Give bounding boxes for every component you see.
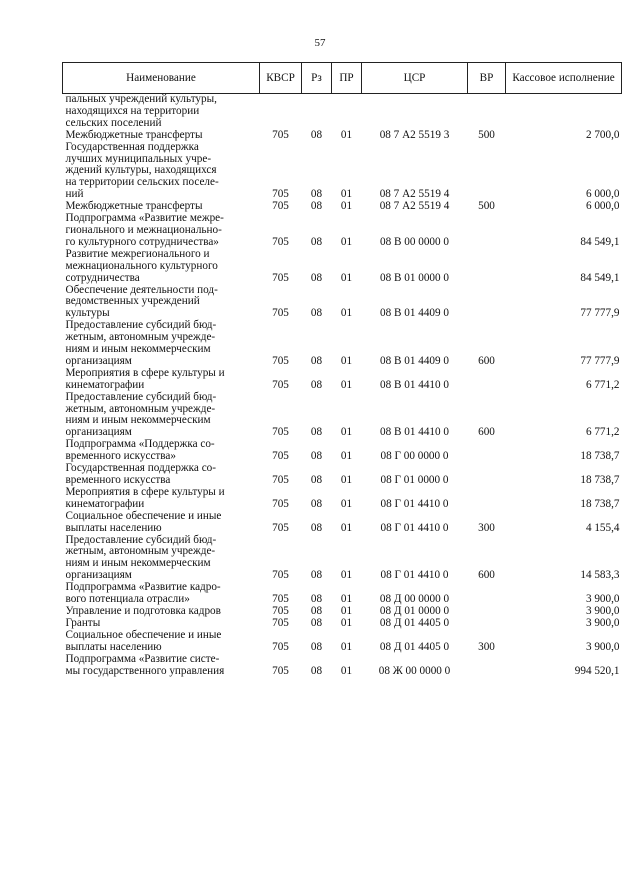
- cell-vr: 600: [478, 426, 495, 439]
- cell-vr: [468, 213, 506, 249]
- cell-sum: 6 771,2: [585, 378, 620, 391]
- cell-pr: 01: [340, 450, 353, 463]
- cell-rz: 08: [310, 235, 323, 248]
- cell-sum: 3 900,0: [585, 604, 620, 617]
- cell-sum: [506, 94, 622, 130]
- cell-rz: 08: [310, 426, 323, 439]
- row-name-text: Государственная поддержка со- временного искусства: [65, 462, 216, 486]
- cell-pr: 01: [340, 426, 353, 439]
- cell-vr: [468, 582, 506, 606]
- cell-name: [63, 368, 260, 392]
- cell-sum: 6 771,2: [585, 426, 620, 439]
- cell-pr: 01: [340, 378, 353, 391]
- cell-pr: 01: [340, 307, 353, 320]
- cell-kvsr: 705: [272, 497, 289, 510]
- row-name-text: Социальное обеспечение и иные выплаты населению: [65, 509, 222, 534]
- cell-pr: 01: [340, 474, 353, 486]
- table-row: [63, 582, 622, 606]
- cell-csr: 08 7 А2 5519 3: [379, 128, 450, 141]
- cell-name: [63, 142, 260, 202]
- table-body: [63, 94, 622, 678]
- cell-pr: 01: [340, 569, 353, 582]
- cell-kvsr: 705: [272, 235, 289, 248]
- cell-rz: 08: [310, 593, 323, 606]
- cell-sum: 18 738,7: [580, 474, 620, 486]
- cell-rz: 08: [310, 640, 323, 653]
- table-row: [63, 392, 622, 440]
- table-row: [63, 511, 622, 535]
- cell-vr: [468, 463, 506, 487]
- cell-csr: 08 Г 01 4410 0: [380, 569, 449, 582]
- cell-csr: 08 Д 00 0000 0: [379, 593, 450, 606]
- row-name-text: Предоставление субсидий бюд- жетным, автономным учрежде- ниям и иным некоммерческим организациям: [65, 533, 217, 582]
- row-name-text: Межбюджетные трансферты: [65, 200, 203, 213]
- table-row: [63, 535, 622, 583]
- cell-pr: 01: [340, 354, 353, 367]
- cell-vr: [468, 142, 506, 202]
- cell-vr: [468, 285, 506, 321]
- cell-pr: 01: [340, 128, 353, 141]
- cell-rz: 08: [310, 450, 323, 463]
- table-row: [63, 439, 622, 463]
- header-name: Наименование: [63, 63, 260, 94]
- cell-csr: 08 В 01 0000 0: [380, 271, 449, 284]
- table-row: [63, 94, 622, 130]
- cell-rz: 08: [310, 188, 323, 201]
- cell-name: [63, 582, 260, 606]
- cell-vr: 600: [478, 354, 495, 367]
- cell-rz: 08: [310, 664, 323, 677]
- cell-name: [63, 511, 260, 535]
- cell-kvsr: 705: [272, 188, 289, 201]
- row-name-text: Подпрограмма «Развитие межре- гионального и межнационально- го культурного сотрудничества»: [65, 212, 224, 248]
- cell-csr: 08 В 00 0000 0: [380, 235, 449, 248]
- cell-name: [63, 654, 260, 678]
- cell-vr: 300: [478, 521, 495, 534]
- cell-sum: 14 583,3: [580, 569, 620, 582]
- cell-kvsr: 705: [272, 664, 289, 677]
- cell-rz: [302, 94, 332, 130]
- cell-pr: 01: [340, 616, 353, 629]
- cell-csr: 08 В 01 4409 0: [380, 354, 449, 367]
- cell-name: [63, 463, 260, 487]
- header-vr: ВР: [468, 63, 506, 94]
- cell-vr: 500: [478, 200, 495, 213]
- cell-rz: 08: [310, 616, 323, 629]
- header-kvsr: КВСР: [260, 63, 302, 94]
- cell-pr: 01: [340, 271, 353, 284]
- cell-kvsr: 705: [272, 521, 289, 534]
- table-row: [63, 213, 622, 249]
- cell-vr: 600: [478, 569, 495, 582]
- cell-sum: 4 155,4: [585, 521, 620, 534]
- cell-rz: 08: [310, 474, 323, 486]
- cell-kvsr: 705: [272, 450, 289, 463]
- cell-rz: 08: [310, 307, 323, 320]
- cell-kvsr: 705: [272, 128, 289, 141]
- cell-rz: 08: [310, 378, 323, 391]
- cell-csr: 08 Г 01 4410 0: [380, 521, 449, 534]
- cell-sum: 994 520,1: [574, 664, 620, 677]
- cell-sum: 18 738,7: [580, 497, 620, 510]
- cell-csr: 08 Д 01 4405 0: [379, 616, 450, 629]
- cell-pr: 01: [340, 664, 353, 677]
- header-rz: Рз: [302, 63, 332, 94]
- cell-pr: 01: [340, 593, 353, 606]
- row-name-text: Подпрограмма «Развитие систе- мы государственного управления: [65, 652, 225, 677]
- cell-pr: 01: [340, 235, 353, 248]
- row-name-text: Гранты: [65, 616, 101, 629]
- cell-csr: 08 Д 01 0000 0: [379, 604, 450, 617]
- table-row: [63, 142, 622, 202]
- cell-kvsr: 705: [272, 569, 289, 582]
- cell-kvsr: 705: [272, 200, 289, 213]
- cell-csr: 08 В 01 4410 0: [380, 378, 449, 391]
- table-row: [63, 463, 622, 487]
- row-name-text: Управление и подготовка кадров: [65, 604, 221, 617]
- row-name-text: Социальное обеспечение и иные выплаты населению: [65, 628, 222, 653]
- cell-vr: [468, 618, 506, 630]
- cell-kvsr: 705: [272, 604, 289, 617]
- cell-pr: [332, 94, 362, 130]
- cell-kvsr: 705: [272, 426, 289, 439]
- cell-csr: 08 Г 01 4410 0: [380, 497, 449, 510]
- cell-vr: 500: [478, 128, 495, 141]
- row-name-text: Обеспечение деятельности под- ведомственных учреждений культуры: [65, 283, 218, 320]
- cell-kvsr: 705: [272, 474, 289, 486]
- cell-name: [63, 439, 260, 463]
- row-name-text: Мероприятия в сфере культуры и кинематографии: [65, 485, 225, 510]
- cell-sum: 2 700,0: [585, 128, 620, 141]
- cell-pr: 01: [340, 604, 353, 617]
- cell-name: [63, 320, 260, 368]
- cell-sum: 18 738,7: [580, 450, 620, 463]
- cell-rz: 08: [310, 604, 323, 617]
- cell-pr: 01: [340, 497, 353, 510]
- cell-sum: 3 900,0: [585, 640, 620, 653]
- budget-table: [62, 62, 622, 677]
- row-name-text: Предоставление субсидий бюд- жетным, автономным учрежде- ниям и иным некоммерческим организациям: [65, 390, 217, 439]
- cell-csr: 08 В 01 4409 0: [380, 307, 449, 320]
- cell-csr: 08 7 А2 5519 4: [379, 188, 450, 201]
- cell-name: [63, 285, 260, 321]
- table-row: [63, 249, 622, 285]
- cell-csr: 08 Д 01 4405 0: [379, 640, 450, 653]
- cell-csr: 08 Г 01 0000 0: [380, 474, 449, 486]
- table-row: [63, 630, 622, 654]
- cell-sum: 77 777,9: [580, 307, 620, 320]
- cell-kvsr: 705: [272, 593, 289, 606]
- cell-rz: 08: [310, 271, 323, 284]
- table-row: [63, 487, 622, 511]
- cell-vr: [468, 487, 506, 511]
- cell-vr: [468, 249, 506, 285]
- cell-kvsr: 705: [272, 271, 289, 284]
- cell-pr: 01: [340, 188, 353, 201]
- row-name-text: Предоставление субсидий бюд- жетным, автономным учрежде- ниям и иным некоммерческим организациям: [65, 319, 217, 367]
- table-row: [63, 285, 622, 321]
- cell-csr: 08 Ж 00 0000 0: [378, 664, 451, 677]
- table-row: [63, 320, 622, 368]
- cell-sum: 6 000,0: [585, 200, 620, 213]
- header-csr: ЦСР: [362, 63, 468, 94]
- header-sum: Кассовое исполнение: [506, 63, 622, 94]
- cell-kvsr: 705: [272, 378, 289, 391]
- cell-name: [63, 94, 260, 130]
- cell-kvsr: 705: [272, 354, 289, 367]
- cell-csr: 08 7 А2 5519 4: [379, 200, 450, 213]
- cell-sum: 3 900,0: [585, 616, 620, 629]
- row-name-text: Развитие межрегионального и межнационального культурного сотрудничества: [65, 247, 218, 284]
- cell-name: [63, 392, 260, 440]
- row-name-text: Мероприятия в сфере культуры и кинематографии: [65, 366, 225, 391]
- cell-name: [63, 487, 260, 511]
- cell-pr: 01: [340, 200, 353, 213]
- cell-name: [63, 249, 260, 285]
- cell-vr: [468, 654, 506, 678]
- page-number: 57: [314, 37, 326, 49]
- header-pr: ПР: [332, 63, 362, 94]
- row-name-text: Подпрограмма «Развитие кадро- вого потенциала отрасли»: [65, 581, 221, 606]
- cell-sum: 77 777,9: [580, 354, 620, 367]
- cell-pr: 01: [340, 640, 353, 653]
- cell-sum: 84 549,1: [580, 271, 620, 284]
- cell-csr: 08 Г 00 0000 0: [380, 450, 449, 463]
- cell-name: [63, 535, 260, 583]
- cell-vr: [468, 439, 506, 463]
- cell-kvsr: [260, 94, 302, 130]
- cell-pr: 01: [340, 521, 353, 534]
- cell-csr: [362, 94, 468, 130]
- table-row: [63, 654, 622, 678]
- row-name-text: Межбюджетные трансферты: [65, 128, 203, 141]
- cell-rz: 08: [310, 521, 323, 534]
- cell-rz: 08: [310, 569, 323, 582]
- cell-vr: [468, 368, 506, 392]
- cell-sum: 84 549,1: [580, 235, 620, 248]
- cell-sum: 6 000,0: [585, 188, 620, 201]
- cell-rz: 08: [310, 200, 323, 213]
- cell-rz: 08: [310, 354, 323, 367]
- cell-vr: 300: [478, 640, 495, 653]
- cell-sum: 3 900,0: [585, 593, 620, 606]
- row-name-text: пальных учреждений культуры, находящихся на территории сельских поселений: [65, 93, 217, 129]
- table-header: [63, 63, 622, 94]
- cell-vr: [468, 94, 506, 130]
- cell-csr: 08 В 01 4410 0: [380, 426, 449, 439]
- cell-rz: 08: [310, 128, 323, 141]
- cell-vr: [468, 606, 506, 618]
- cell-kvsr: 705: [272, 640, 289, 653]
- row-name-text: Подпрограмма «Поддержка со- временного искусства»: [65, 438, 215, 463]
- row-name-text: Государственная поддержка лучших муниципальных учре- ждений культуры, находящихся на территории сельских поселе- ний: [65, 140, 219, 201]
- cell-name: [63, 213, 260, 249]
- table-row: [63, 368, 622, 392]
- cell-rz: 08: [310, 497, 323, 510]
- cell-kvsr: 705: [272, 616, 289, 629]
- cell-kvsr: 705: [272, 307, 289, 320]
- cell-name: [63, 630, 260, 654]
